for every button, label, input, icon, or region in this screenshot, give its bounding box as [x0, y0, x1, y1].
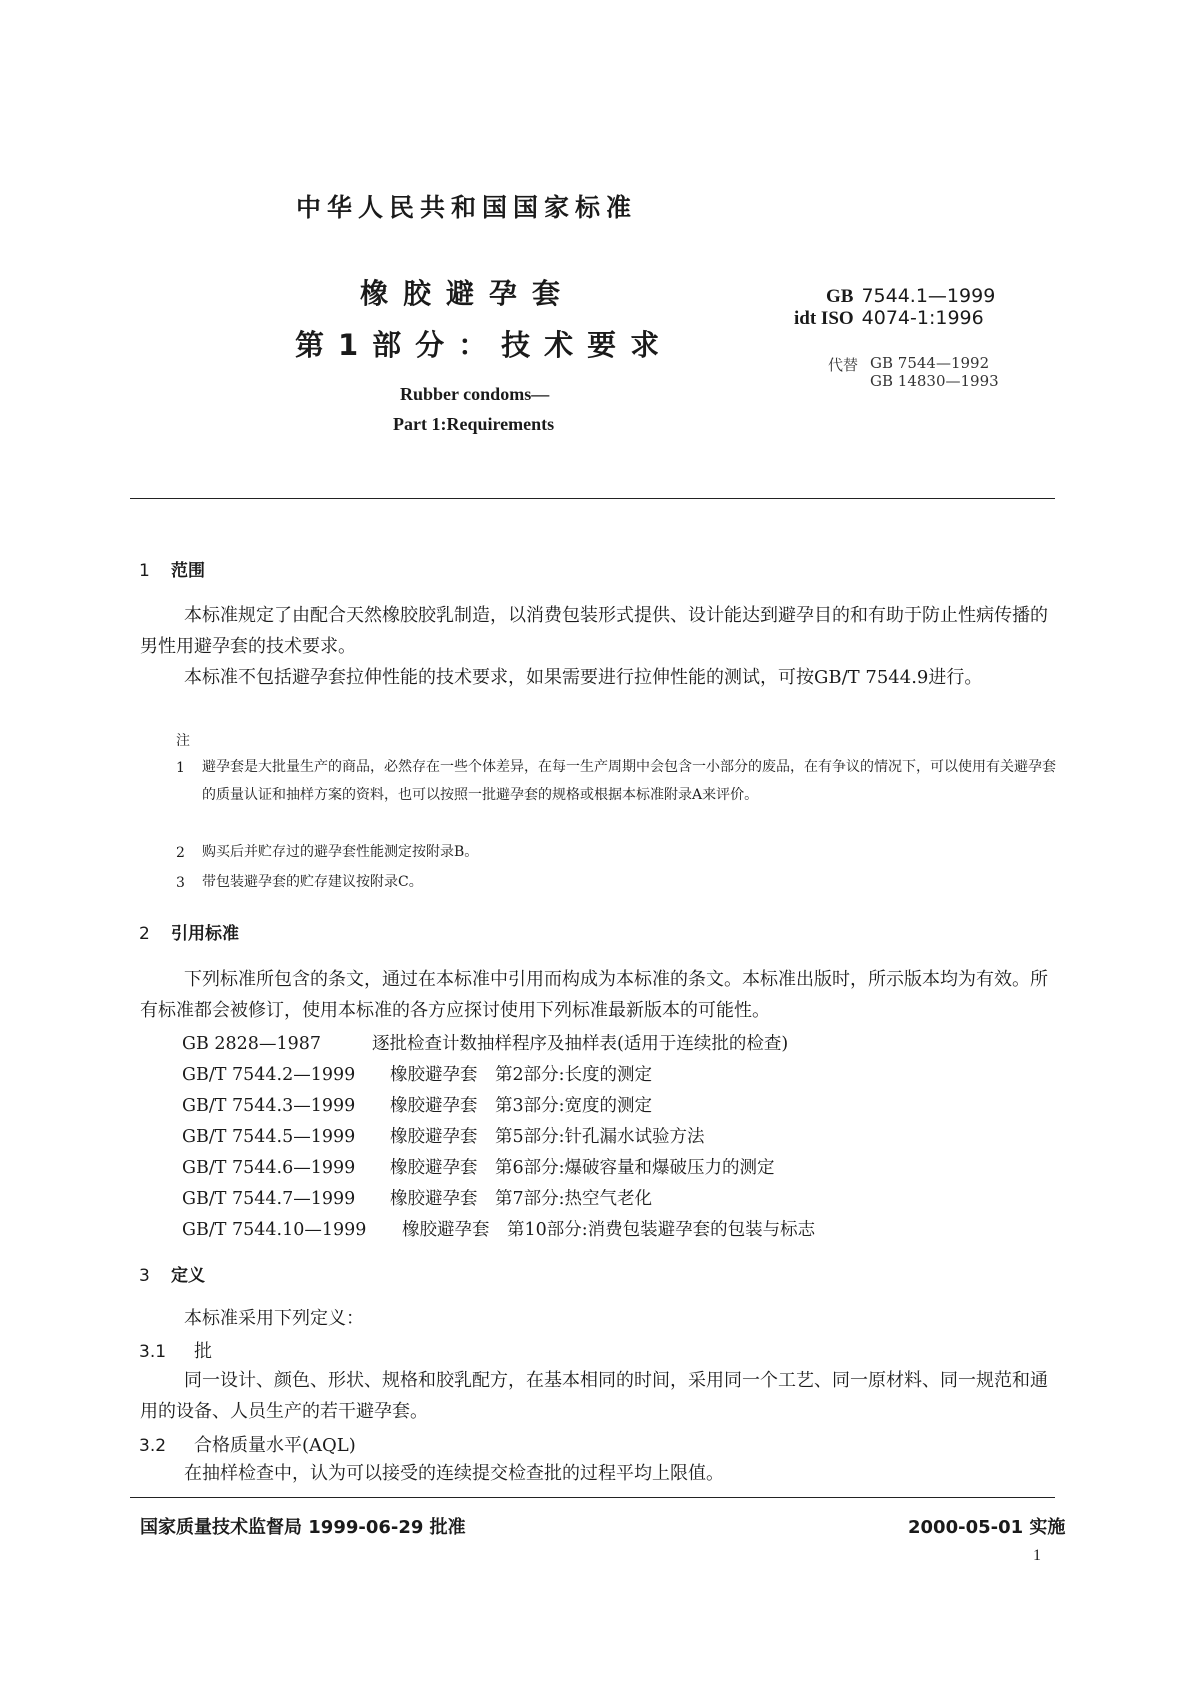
section-number: 2 — [139, 924, 150, 944]
replaced-standard-1: GB 7544—1992 — [870, 354, 990, 372]
identical-standard — [794, 307, 984, 330]
note-text: 带包装避孕套的贮存建议按附录C。 — [202, 874, 423, 890]
reference-title: 橡胶避孕套 第3部分:宽度的测定 — [390, 1096, 653, 1116]
reference-code: GB/T 7544.10—1999 — [182, 1220, 367, 1240]
note-label: 注 — [176, 733, 190, 749]
standard-number — [826, 285, 995, 308]
document-title: 橡胶避孕套 — [360, 277, 576, 310]
reference-code: GB/T 7544.7—1999 — [182, 1189, 356, 1209]
national-standard-title: 中华人民共和国国家标准 — [296, 193, 638, 222]
scope-paragraph-1: 本标准规定了由配合天然橡胶胶乳制造，以消费包装形式提供、设计能达到避孕目的和有助于防止性病传播的男性用避孕套的技术要求。 — [140, 605, 1048, 657]
section-3-heading — [139, 1261, 205, 1286]
replaces-label: 代替 — [828, 356, 859, 374]
reference-title: 橡胶避孕套 第5部分:针孔漏水试验方法 — [390, 1127, 705, 1147]
standard-prefix: GB — [826, 286, 854, 307]
reference-item — [182, 1123, 705, 1148]
scope-paragraph-2: 本标准不包括避孕套拉伸性能的技术要求，如果需要进行拉伸性能的测试，可按GB/T 7544.9进行。 — [184, 667, 983, 688]
subsection-number: 3.1 — [139, 1342, 167, 1362]
reference-title: 逐批检查计数抽样程序及抽样表(适用于连续批的检查) — [372, 1034, 789, 1054]
definition-3-2-text: 在抽样检查中，认为可以接受的连续提交检查批的过程平均上限值。 — [184, 1463, 724, 1484]
english-subtitle: Part 1:Requirements — [393, 414, 555, 434]
reference-code: GB/T 7544.6—1999 — [182, 1158, 356, 1178]
section-number: 1 — [139, 561, 150, 581]
reference-title: 橡胶避孕套 第10部分:消费包装避孕套的包装与标志 — [402, 1220, 816, 1240]
section-title: 范围 — [171, 561, 205, 581]
definitions-intro: 本标准采用下列定义： — [184, 1308, 364, 1329]
note-text: 避孕套是大批量生产的商品，必然存在一些个体差异，在每一生产周期中会包含一小部分的废品，在有争议的情况下，可以使用有关避孕套的质量认证和抽样方案的资料，也可以按照一批避孕套的规格或根据本标准附录A来评价。 — [202, 759, 1056, 803]
definition-term: 合格质量水平(AQL) — [194, 1435, 356, 1456]
reference-title: 橡胶避孕套 第6部分:爆破容量和爆破压力的测定 — [390, 1158, 775, 1178]
document-subtitle: 第1部分：技术要求 — [295, 328, 674, 362]
reference-item — [182, 1185, 652, 1210]
reference-code: GB 2828—1987 — [182, 1034, 321, 1054]
reference-code: GB/T 7544.3—1999 — [182, 1096, 356, 1116]
reference-item — [182, 1061, 652, 1086]
english-title: Rubber condoms— — [400, 384, 550, 404]
reference-item — [182, 1154, 775, 1179]
reference-title: 橡胶避孕套 第2部分:长度的测定 — [390, 1065, 653, 1085]
footer-divider — [130, 1497, 1055, 1498]
standard-number-value: 7544.1—1999 — [861, 285, 996, 307]
note-text: 购买后并贮存过的避孕套性能测定按附录B。 — [202, 844, 479, 860]
section-1-heading — [139, 556, 205, 581]
reference-item — [182, 1092, 652, 1117]
definition-3-1-heading — [139, 1337, 212, 1363]
definition-3-1-text: 同一设计、颜色、形状、规格和胶乳配方，在基本相同的时间，采用同一个工艺、同一原材料、同一规范和通用的设备、人员生产的若干避孕套。 — [140, 1370, 1048, 1422]
reference-title: 橡胶避孕套 第7部分:热空气老化 — [390, 1189, 653, 1209]
note-number: 2 — [176, 845, 185, 861]
header-divider — [130, 498, 1055, 499]
note-number: 1 — [176, 760, 185, 776]
reference-item — [182, 1216, 815, 1241]
page-number: 1 — [1033, 1547, 1041, 1564]
idt-number: 4074-1:1996 — [861, 307, 984, 329]
section-title: 引用标准 — [171, 924, 239, 944]
reference-code: GB/T 7544.2—1999 — [182, 1065, 356, 1085]
note-number: 3 — [176, 875, 185, 891]
section-2-heading — [139, 919, 239, 944]
definition-3-2-heading — [139, 1431, 356, 1457]
idt-prefix: idt ISO — [794, 308, 854, 329]
subsection-number: 3.2 — [139, 1436, 167, 1456]
replaced-standard-2: GB 14830—1993 — [870, 372, 999, 390]
section-title: 定义 — [171, 1266, 205, 1286]
implementation-date: 2000-05-01 实施 — [908, 1517, 1066, 1538]
normative-references-paragraph: 下列标准所包含的条文，通过在本标准中引用而构成为本标准的条文。本标准出版时，所示版本均为有效。所有标准都会被修订，使用本标准的各方应探讨使用下列标准最新版本的可能性。 — [140, 969, 1048, 1021]
approval-info: 国家质量技术监督局 1999-06-29 批准 — [140, 1517, 466, 1538]
section-number: 3 — [139, 1266, 150, 1286]
reference-item — [182, 1030, 788, 1055]
definition-term: 批 — [194, 1341, 212, 1362]
reference-code: GB/T 7544.5—1999 — [182, 1127, 356, 1147]
